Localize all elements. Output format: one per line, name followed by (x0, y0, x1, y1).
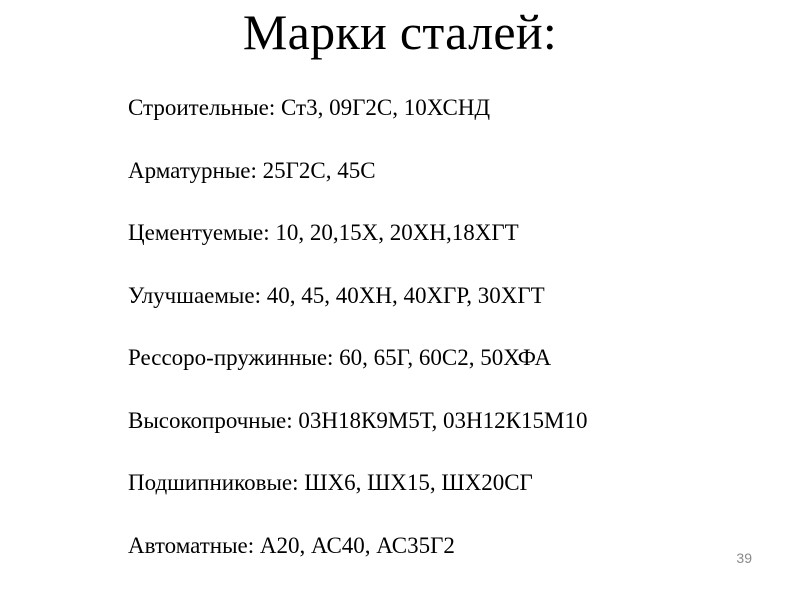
list-item-free-cutting: Автоматные: А20, АС40, АС35Г2 (128, 532, 455, 558)
list-item-high-strength: Высокопрочные: 03Н18К9М5Т, 03Н12К15М10 (128, 407, 588, 433)
steel-grade-list (128, 90, 768, 590)
list-item-reinforcement: Арматурные: 25Г2С, 45С (128, 157, 376, 183)
slide-title: Марки сталей: (242, 4, 558, 60)
list-item-construction: Строительные: Ст3, 09Г2С, 10ХСНД (128, 95, 491, 120)
list-item-spring: Рессоро-пружинные: 60, 65Г, 60С2, 50ХФА (128, 345, 552, 370)
list-item-heat-treatable: Улучшаемые: 40, 45, 40ХН, 40ХГР, 30ХГТ (128, 282, 545, 308)
list-item-bearing: Подшипниковые: ШХ6, ШХ15, ШХ20СГ (128, 470, 533, 495)
list-item-case-hardened: Цементуемые: 10, 20,15Х, 20ХН,18ХГТ (128, 220, 519, 245)
page-number: 39 (736, 550, 752, 566)
